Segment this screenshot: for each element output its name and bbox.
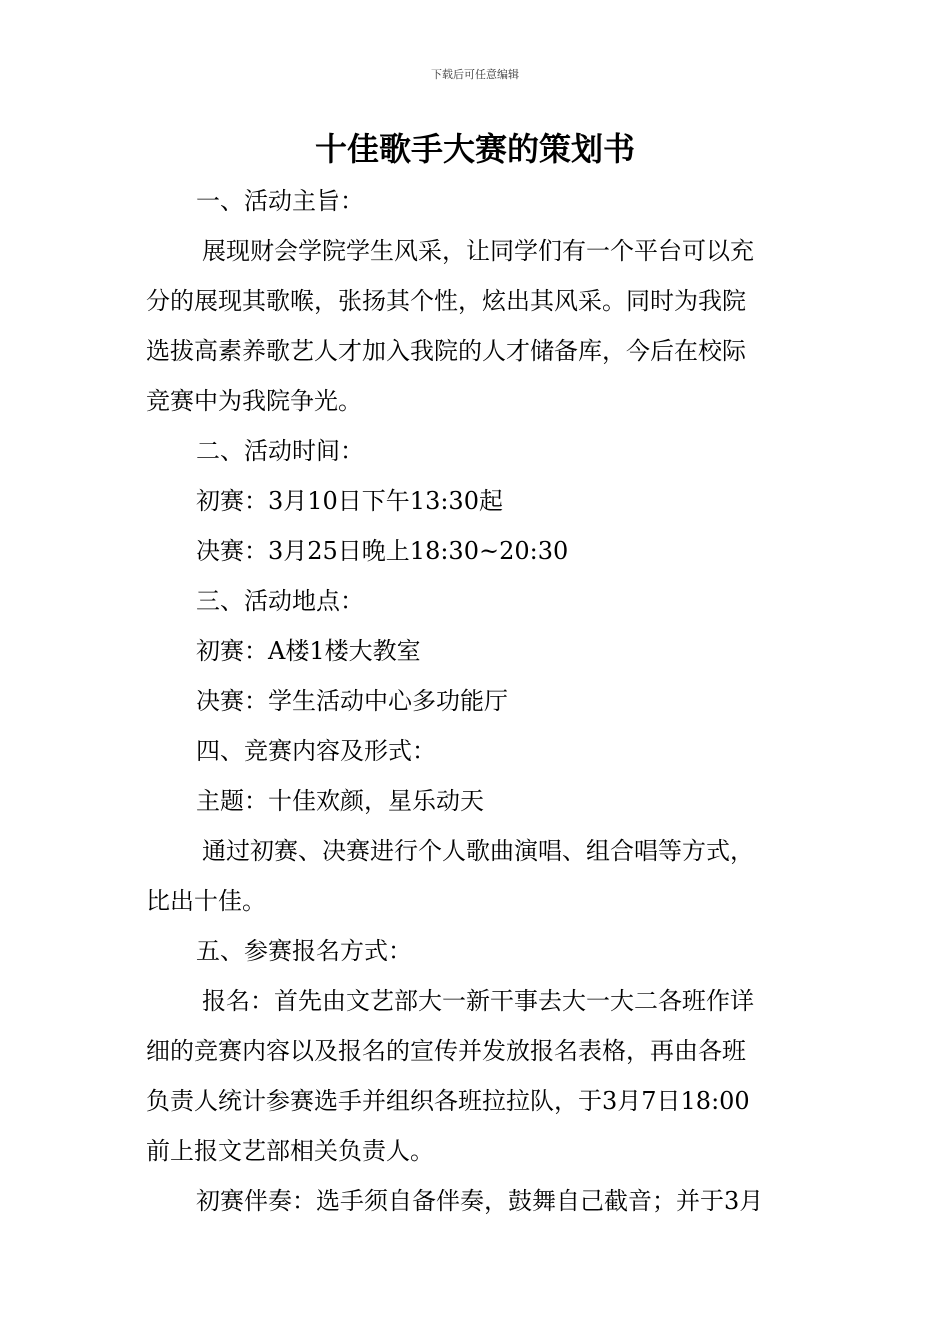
paragraph-line: 初赛伴奏：选手须自备伴奏，鼓舞自己截音；并于3月: [196, 1187, 764, 1215]
paragraph-line: 选拔高素养歌艺人才加入我院的人才储备库，今后在校际: [146, 337, 746, 365]
paragraph-line: 比出十佳。: [146, 887, 266, 915]
paragraph-line: 主题：十佳欢颜，星乐动天: [196, 787, 484, 815]
paragraph-line: 初赛：A楼1楼大教室: [196, 637, 421, 665]
document-title: 十佳歌手大赛的策划书: [314, 130, 635, 168]
paragraph-line: 展现财会学院学生风采，让同学们有一个平台可以充: [202, 237, 754, 265]
paragraph-line: 报名：首先由文艺部大一新干事去大一大二各班作详: [202, 987, 754, 1015]
paragraph-line: 初赛：3月10日下午13:30起: [196, 487, 503, 515]
paragraph-line: 负责人统计参赛选手并组织各班拉拉队，于3月7日18:00: [146, 1087, 750, 1115]
paragraph-line: 前上报文艺部相关负责人。: [146, 1137, 434, 1165]
paragraph-line: 分的展现其歌喉，张扬其个性，炫出其风采。同时为我院: [146, 287, 746, 315]
section-heading-content: 四、竞赛内容及形式：: [196, 737, 436, 765]
header-note: 下载后可任意编辑: [431, 68, 519, 81]
paragraph-line: 决赛：学生活动中心多功能厅: [196, 687, 508, 715]
section-heading-purpose: 一、活动主旨：: [196, 187, 364, 215]
section-heading-time: 二、活动时间：: [196, 437, 364, 465]
paragraph-line: 竞赛中为我院争光。: [146, 387, 362, 415]
section-heading-location: 三、活动地点：: [196, 587, 364, 615]
paragraph-line: 决赛：3月25日晚上18:30~20:30: [196, 537, 569, 565]
paragraph-line: 细的竞赛内容以及报名的宣传并发放报名表格，再由各班: [146, 1037, 746, 1065]
section-heading-registration: 五、参赛报名方式：: [196, 937, 412, 965]
paragraph-line: 通过初赛、决赛进行个人歌曲演唱、组合唱等方式，: [202, 837, 754, 865]
document-body: [146, 176, 808, 1226]
